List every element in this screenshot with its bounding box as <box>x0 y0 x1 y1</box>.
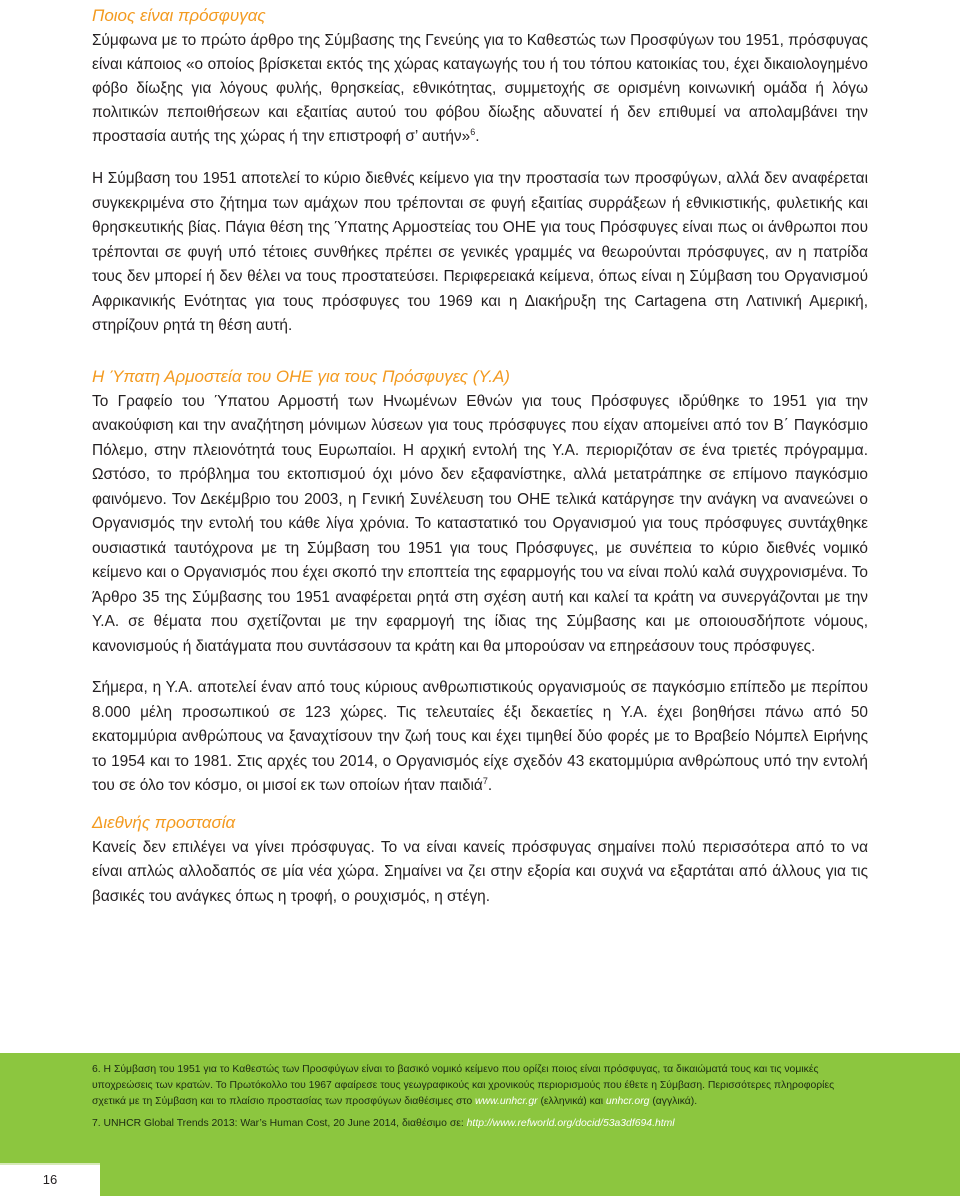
paragraph-end: . <box>487 777 493 794</box>
footnote-6-text: 6. Η Σύμβαση του 1951 για το Καθεστώς των Προσφύγων είναι το βασικό νομικό κείμενο που ορίζει ποιος είναι πρόσφυγας, τα δικαιώματά τους και τις νομικές υποχρεώσεις των κρατών. Το Πρωτόκολλο του 1967 αφαίρεσε τους γεωγραφικούς και χρονικούς περιορισμούς που έθετε η Σύμβαση. Περισσότερες πληροφορίες σχετικά με τη Σύμβαση και το πλαίσιο προστασίας των προσφύγων διαθέσιμες στο <box>92 1064 835 1108</box>
paragraph-unhcr-today <box>92 676 868 799</box>
footnote-6-mid: (ελληνικά) και <box>540 1096 604 1108</box>
footnote-6 <box>92 1062 870 1111</box>
paragraph-international-protection: Κανείς δεν επιλέγει να γίνει πρόσφυγας. Το να είναι κανείς πρόσφυγας σημαίνει πολύ περισσότερα από το να είναι απλώς αλλοδαπός σε μία νέα χώρα. Σημαίνει να ζει στην εξορία και συχνά να εξαρτάται από άλλους για τις βασικές του ανάγκες όπως η τροφή, ο ρουχισμός, η στέγη. <box>92 838 868 905</box>
footnote-ref-7[interactable]: 7 <box>482 775 488 786</box>
footnote-7 <box>92 1116 870 1132</box>
footnote-ref-6[interactable]: 6 <box>470 126 476 137</box>
link-unhcr-org[interactable]: unhcr.org <box>605 1096 650 1108</box>
section-heading-international-protection: Διεθνής προστασία <box>92 812 236 832</box>
page-number: 16 <box>0 1163 100 1196</box>
footnote-7-text: 7. UNHCR Global Trends 2013: War’s Human Cost, 20 June 2014, διαθέσιμο σε: <box>92 1117 464 1129</box>
paragraph-end: . <box>475 128 480 145</box>
footnotes <box>92 1062 870 1132</box>
paragraph-convention-1951: Η Σύμβαση του 1951 αποτελεί το κύριο διεθνές κείμενο για την προστασία των προσφύγων, αλλά δεν αναφέρεται συγκεκριμένα στο ζήτημα των αμάχων που τρέπονται σε φυγή εξαιτίας συρράξεων ή εθνικιστικής, φυλετικής και θρησκευτικής βίας. Πάγια θέση της Ύπατης Αρμοστείας του ΟΗΕ για τους Πρόσφυγες είναι πως οι άνθρωποι που τρέπονται σε φυγή υπό τέτοιες συνθήκες πρέπει σε γενικές γραμμές να θεωρούνται πρόσφυγες, αν η πατρίδα τους δεν μπορεί ή δεν θέλει να τους προστατεύσει. Περιφερειακά κείμενα, όπως είναι η Σύμβαση του Οργανισμού Αφρικανικής Ενότητας για τους πρόσφυγες του 1969 και η Διακήρυξη της Cartagena στη Λατινική Αμερική, στηρίζουν ρητά τη θέση αυτή. <box>92 170 868 334</box>
paragraph-unhcr-history: Το Γραφείο του Ύπατου Αρμοστή των Ηνωμένων Εθνών για τους Πρόσφυγες ιδρύθηκε το 1951 για την ανακούφιση και την αναζήτηση μόνιμων λύσεων για τους πρόσφυγες που είχαν απομείνει από τον Β΄ Παγκόσμιο Πόλεμο, στην πλειονότητά τους Ευρωπαίοι. Η αρχική εντολή της Υ.Α. περιοριζόταν σε ένα τριετές πρόγραμμα. Ωστόσο, το πρόβλημα του εκτοπισμού όχι μόνο δεν εξαφανίστηκε, αλλά μετατράπηκε σε επίμονο παγκόσμιο φαινόμενο. Τον Δεκέμβριο του 2003, η Γενική Συνέλευση του ΟΗΕ τελικά κατάργησε την ανάγκη να ανανεώνει ο Οργανισμός την εντολή του κάθε λίγα χρόνια. Το καταστατικό του Οργανισμού για τους πρόσφυγες συντάχθηκε ουσιαστικά ταυτόχρονα με τη Σύμβαση του 1951 για τους Πρόσφυγες, με συνέπεια το κύριο διεθνές νομικό κείμενο και ο Οργανισμός που έχει σκοπό την εποπτεία της εφαρμογής του να είναι πολύ καλά συγχρονισμένα. Το Άρθρο 35 της Σύμβασης του 1951 αναφέρεται ρητά στη σχέση αυτή και καλεί τα κράτη να συνεργάζονται με την Υ.Α. σε θέματα που σχετίζονται με την εφαρμογή της ίδιας της Σύμβασης και με οποιουσδήποτε νόμους, κανονισμούς ή διατάγματα που συντάσσουν τα κράτη και θα μπορούσαν να επηρεάσουν τους πρόσφυγες. <box>92 392 868 655</box>
paragraph-text: Σύμφωνα με το πρώτο άρθρο της Σύμβασης της Γενεύης για το Καθεστώς των Προσφύγων του 1951, πρόσφυγας είναι κάποιος «ο οποίος βρίσκεται εκτός της χώρας καταγωγής του ή του τόπου κατοικίας του, έχει δικαιολογημένο φόβο δίωξης για λόγους φυλής, θρησκείας, εθνικότητας, συμμετοχής σε ορισμένη κοινωνική ομάδα ή λόγω πολιτικών πεποιθήσεων και εξαιτίας αυτού του φόβου δίωξης αδυνατεί ή δεν επιθυμεί να απολαμβάνει την προστασία αυτής της χώρας ή την επιστροφή σ’ αυτήν» <box>92 32 868 145</box>
link-refworld[interactable]: http://www.refworld.org/docid/53a3df694.html <box>466 1117 675 1129</box>
section-heading-who-is-refugee: Ποιος είναι πρόσφυγας <box>92 6 266 25</box>
section-heading-unhcr: Η Ύπατη Αρμοστεία του ΟΗΕ για τους Πρόσφυγες (Υ.Α) <box>92 366 510 386</box>
footnote-6-end: (αγγλικά). <box>652 1096 698 1108</box>
page-content <box>92 0 868 909</box>
link-unhcr-gr[interactable]: www.unhcr.gr <box>475 1096 538 1108</box>
paragraph-refugee-definition <box>92 29 868 149</box>
paragraph-text: Σήμερα, η Υ.Α. αποτελεί έναν από τους κύριους ανθρωπιστικούς οργανισμούς σε παγκόσμιο επίπεδο με περίπου 8.000 μέλη προσωπικού σε 123 χώρες. Τις τελευταίες έξι δεκαετίες η Υ.Α. έχει βοηθήσει πάνω από 50 εκατομμύρια ανθρώπους να ξαναχτίσουν την ζωή τους και έχει τιμηθεί δύο φορές με το Βραβείο Νόμπελ Ειρήνης το 1954 και το 1981. Στις αρχές του 2014, ο Οργανισμός είχε σχεδόν 43 εκατομμύρια ανθρώπους υπό την εντολή του σε όλο τον κόσμο, οι μισοί εκ των οποίων ήταν παιδιά <box>92 679 868 794</box>
footnotes-band <box>0 1053 960 1196</box>
